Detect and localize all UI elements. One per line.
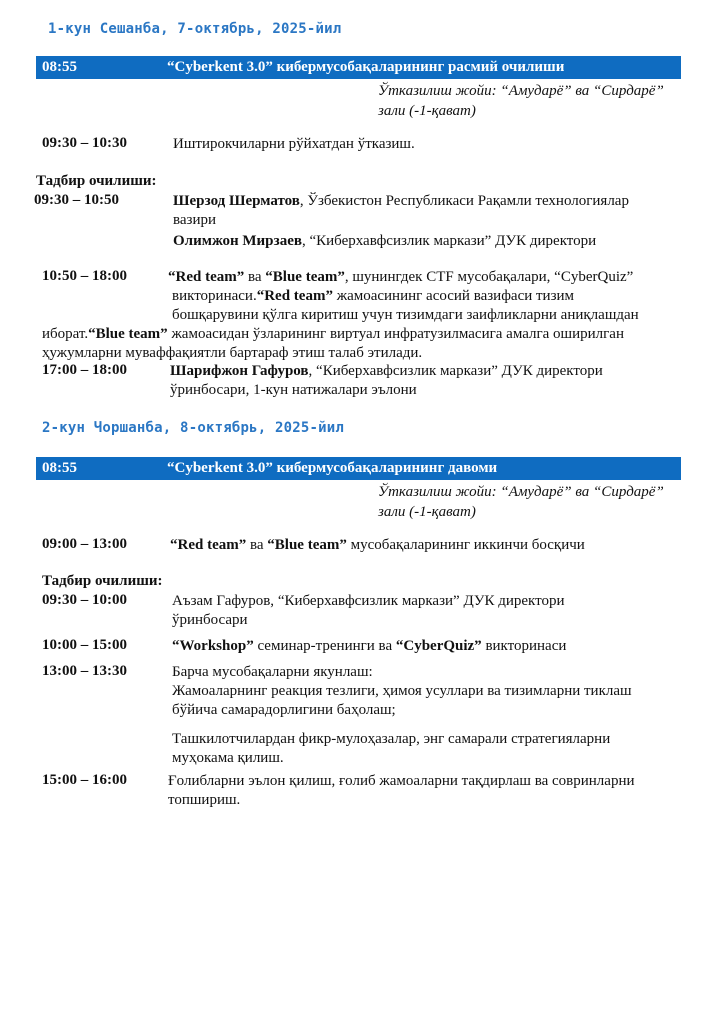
- day1-e3-time: 10:50 – 18:00: [42, 268, 127, 284]
- day1-e4-role: , “Киберхавфсизлик маркази” ДУК директори: [308, 363, 603, 379]
- day1-bar-time: 08:55: [42, 59, 77, 75]
- day2-bar-time: 08:55: [42, 460, 77, 476]
- day2-e4-l4: Ташкилотчилардан фикр-мулоҳазалар, энг самарали стратегияларни: [172, 731, 611, 747]
- day1-speaker2-name: Олимжон Мирзаев: [173, 233, 302, 249]
- day1-e1-text: Иштирокчиларни рўйхатдан ўтказиш.: [173, 136, 415, 152]
- day1-e3-l4b: жамоасидан ўзларининг виртуал инфратузилмасига амалга оширилган: [167, 326, 624, 342]
- day1-e3-line4: [42, 325, 624, 344]
- day2-e4-l3: бўйича самарадорлигини баҳолаш;: [172, 702, 396, 718]
- day1-bar-text: “Cyberkent 3.0” кибермусобақаларининг расмий очилиши: [167, 59, 565, 75]
- day1-speaker2-role: , “Киберхавфсизлик маркази” ДУК директори: [301, 233, 597, 249]
- red-team-label: “Red team”: [256, 288, 333, 304]
- day2-e5-l1: Ғолибларни эълон қилиш, ғолиб жамоаларни тақдирлаш ва совринларни: [168, 773, 635, 789]
- day2-e2-role-cont: ўринбосари: [172, 612, 248, 628]
- day1-e2-time: 09:30 – 10:50: [34, 192, 119, 208]
- day2-e3-text: [172, 637, 566, 656]
- day2-e5-l2: топшириш.: [168, 792, 241, 808]
- day2-e4-l5: муҳокама қилиш.: [172, 750, 284, 766]
- day2-e4-l1: Барча мусобақаларни якунлаш:: [172, 664, 373, 680]
- day2-e1-text: [170, 536, 585, 555]
- day2-venue: [378, 482, 698, 522]
- day1-e4-name: Шарифжон Гафуров: [170, 363, 309, 379]
- red-team-label: “Red team”: [168, 269, 245, 285]
- day2-e2-org: “Киберхавфсизлик маркази” ДУК директори: [277, 593, 565, 609]
- conj: ва: [244, 269, 266, 285]
- day1-venue: [378, 81, 698, 121]
- day2-e2-text: [172, 592, 692, 630]
- day1-e3-line5: ҳужумларни муваффақиятли бартараф этиш талаб этилади.: [42, 345, 423, 361]
- blue-team-label: “Blue team”: [265, 269, 345, 285]
- day2-bar-text: “Cyberkent 3.0” кибермусобақаларининг давоми: [167, 460, 498, 476]
- day1-venue-line1: Ўтказилиш жойи: “Амударё” ва “Сирдарё”: [378, 83, 664, 99]
- blue-team-label: “Blue team”: [88, 326, 168, 342]
- day2-e1-rest: мусобақаларининг иккинчи босқичи: [346, 537, 585, 553]
- day2-e5-time: 15:00 – 16:00: [42, 772, 127, 788]
- day2-title: 2-кун Чоршанба, 8-октябрь, 2025-йил: [42, 420, 345, 436]
- day1-venue-line2: зали (-1-қават): [378, 103, 476, 119]
- day2-venue-line1: Ўтказилиш жойи: “Амударё” ва “Сирдарё”: [378, 484, 664, 500]
- day1-e4-time: 17:00 – 18:00: [42, 362, 127, 378]
- day1-e3-l2b: жамоасининг асосий вазифаси тизим: [332, 288, 575, 304]
- day1-e3-line3: бошқарувини қўлга киритиш учун тизимдаги заифликларни аниқлашдан: [172, 307, 639, 323]
- day1-opening-label: Тадбир очилиши:: [36, 173, 157, 189]
- cyberquiz-label: “CyberQuiz”: [395, 638, 482, 654]
- day2-e3-rest: викторинаси: [481, 638, 567, 654]
- day2-opening-label: Тадбир очилиши:: [42, 573, 163, 589]
- day1-speaker1-name: Шерзод Шерматов: [173, 193, 300, 209]
- day2-e2-time: 09:30 – 10:00: [42, 592, 127, 608]
- day1-e1-time: 09:30 – 10:30: [42, 135, 127, 151]
- day1-title: 1-кун Сешанба, 7-октябрь, 2025-йил: [48, 21, 342, 37]
- day1-e3-line2: [172, 287, 574, 306]
- day2-header-bar: [36, 457, 681, 480]
- day2-e4-l2: Жамоаларнинг реакция тезлиги, ҳимоя усуллари ва тизимларни тиклаш: [172, 683, 632, 699]
- day2-e4-text: [172, 663, 692, 768]
- day2-e2-name: Аъзам Гафуров,: [172, 593, 278, 609]
- day1-speaker1-role: , Ўзбекистон Республикаси Рақамли технологиялар: [299, 193, 629, 209]
- day1-header-bar: [36, 56, 681, 79]
- day2-e1-time: 09:00 – 13:00: [42, 536, 127, 552]
- conj: ва: [246, 537, 268, 553]
- day1-e2-text: [173, 192, 693, 251]
- day1-e3-l1-rest: , шунингдек CTF мусобақалари, “CyberQuiz”: [344, 269, 634, 285]
- blue-team-label: “Blue team”: [267, 537, 347, 553]
- day1-speaker1-role-cont: вазири: [173, 212, 217, 228]
- day2-e3-time: 10:00 – 15:00: [42, 637, 127, 653]
- workshop-label: “Workshop”: [172, 638, 254, 654]
- day1-e3-line1: [168, 268, 633, 287]
- day2-e3-mid: семинар-тренинги ва: [253, 638, 396, 654]
- day2-e5-text: [168, 772, 698, 810]
- day1-e4-role-cont: ўринбосари, 1-кун натижалари эълони: [170, 382, 417, 398]
- day2-venue-line2: зали (-1-қават): [378, 504, 476, 520]
- day1-e4-text: [170, 362, 690, 400]
- day1-e3-l2a: викторинаси.: [172, 288, 257, 304]
- day2-e4-time: 13:00 – 13:30: [42, 663, 127, 679]
- red-team-label: “Red team”: [170, 537, 247, 553]
- day1-e3-l4a: иборат.: [42, 326, 89, 342]
